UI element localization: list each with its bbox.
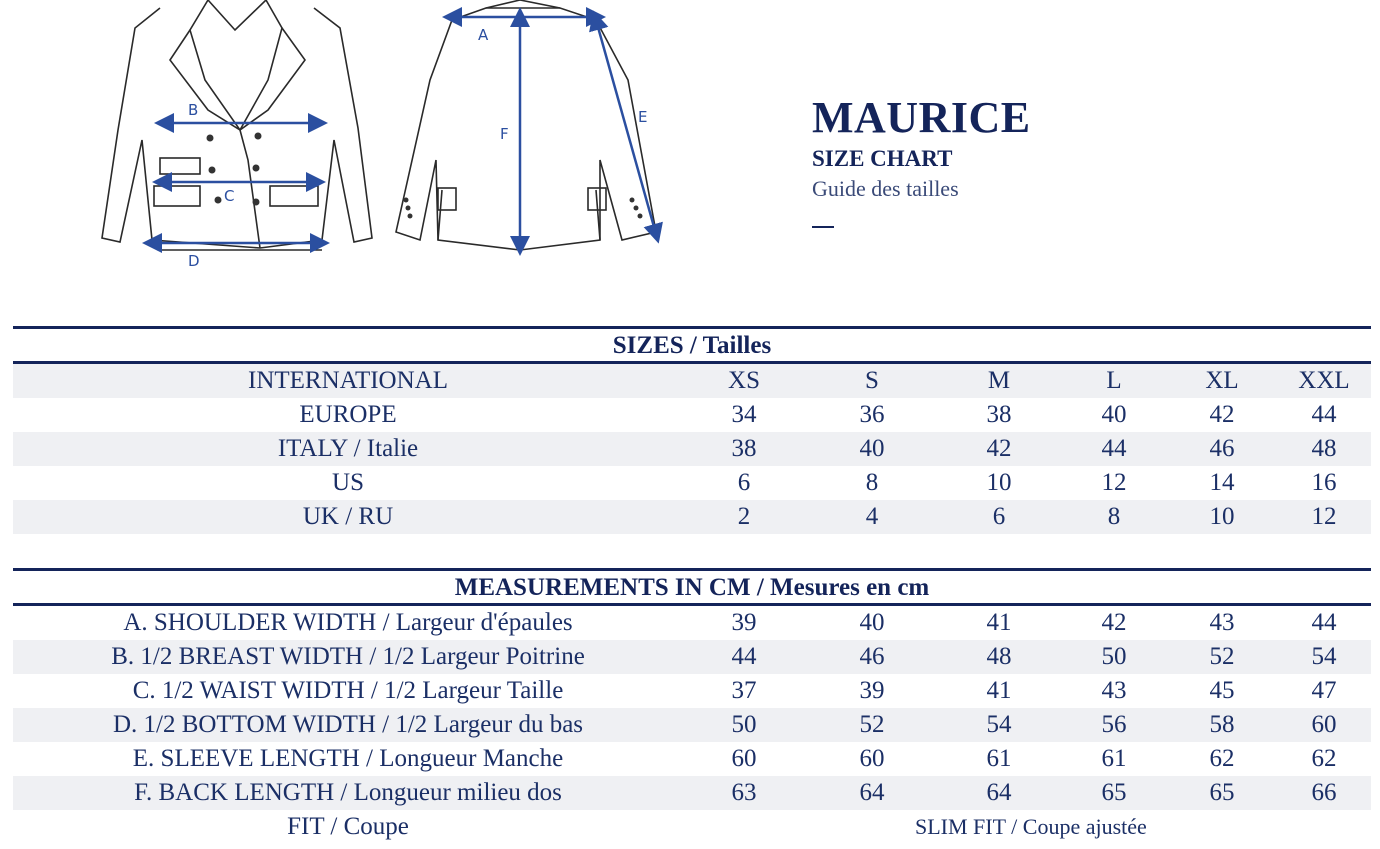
cell: 50: [731, 711, 757, 738]
fit-row: [13, 810, 1371, 844]
front-view: [102, 0, 372, 250]
cell: 40: [859, 435, 885, 462]
cell: 65: [1101, 779, 1127, 806]
cell: 42: [1209, 401, 1235, 428]
table-row: [13, 606, 1371, 640]
brand-name: MAURICE: [812, 93, 1031, 142]
cell: 42: [1101, 609, 1127, 636]
table-row: [13, 466, 1371, 500]
cell: 8: [865, 469, 879, 496]
cell: 44: [1101, 435, 1127, 462]
cell: XL: [1205, 367, 1239, 394]
cell: 64: [986, 779, 1012, 806]
cell: 48: [986, 643, 1012, 670]
row-label: B. 1/2 BREAST WIDTH / 1/2 Largeur Poitrine: [111, 643, 585, 670]
cell: 61: [986, 745, 1012, 772]
cell: 4: [865, 503, 879, 530]
row-label: ITALY / Italie: [277, 435, 419, 462]
cell: 12: [1101, 469, 1127, 496]
cell: 60: [1311, 711, 1337, 738]
label-f: F: [500, 125, 509, 143]
table-row: [13, 776, 1371, 810]
row-label: F. BACK LENGTH / Longueur milieu dos: [134, 779, 562, 806]
jacket-illustration: [90, 0, 680, 280]
cell: 66: [1311, 779, 1337, 806]
cell: 46: [859, 643, 885, 670]
cell: 62: [1311, 745, 1337, 772]
size-chart-title-fr: Guide des tailles: [812, 176, 959, 201]
cell: 60: [731, 745, 757, 772]
cell: 34: [731, 401, 757, 428]
cell: 41: [986, 677, 1012, 704]
label-c: C: [224, 187, 235, 205]
cell: 12: [1311, 503, 1337, 530]
cell: 37: [731, 677, 757, 704]
cell: 42: [986, 435, 1012, 462]
row-label: A. SHOULDER WIDTH / Largeur d'épaules: [123, 609, 573, 636]
label-a: A: [478, 26, 489, 44]
table-row: [13, 500, 1371, 534]
row-label: E. SLEEVE LENGTH / Longueur Manche: [132, 745, 564, 772]
cell: 36: [859, 401, 885, 428]
fit-label: FIT / Coupe: [287, 813, 409, 840]
back-view: [396, 0, 656, 250]
cell: 65: [1209, 779, 1235, 806]
cell: 14: [1209, 469, 1235, 496]
cell: 56: [1101, 711, 1127, 738]
cell: L: [1106, 367, 1122, 394]
size-chart-title: SIZE CHART: [812, 146, 953, 171]
cell: 62: [1209, 745, 1235, 772]
row-label: INTERNATIONAL: [248, 367, 448, 394]
cell: 52: [1209, 643, 1235, 670]
cell: 45: [1209, 677, 1235, 704]
label-b: B: [188, 101, 199, 119]
cell: M: [987, 367, 1011, 394]
jacket-drawing: [90, 0, 680, 280]
table-row: [13, 674, 1371, 708]
brand-dash-divider: [812, 226, 834, 228]
cell: 40: [859, 609, 885, 636]
cell: 64: [859, 779, 885, 806]
row-label: US: [332, 469, 364, 496]
cell: 38: [731, 435, 757, 462]
row-label: C. 1/2 WAIST WIDTH / 1/2 Largeur Taille: [132, 677, 564, 704]
cell: 48: [1311, 435, 1337, 462]
measurements-table: [13, 568, 1371, 844]
cell: 2: [737, 503, 751, 530]
cell: 39: [859, 677, 885, 704]
brand-block: [812, 92, 1031, 228]
cell: 54: [986, 711, 1012, 738]
cell: 6: [992, 503, 1006, 530]
cell: 44: [1311, 401, 1337, 428]
sizes-table-title: SIZES / Tailles: [612, 332, 772, 359]
table-row: [13, 432, 1371, 466]
cell: 58: [1209, 711, 1235, 738]
cell: S: [865, 367, 879, 394]
label-e: E: [638, 108, 648, 126]
cell: 39: [731, 609, 757, 636]
table-row: [13, 398, 1371, 432]
row-label: D. 1/2 BOTTOM WIDTH / 1/2 Largeur du bas: [112, 711, 584, 738]
cell: 41: [986, 609, 1012, 636]
row-label: EUROPE: [299, 401, 397, 428]
cell: XS: [728, 367, 760, 394]
table-row: [13, 708, 1371, 742]
row-label: UK / RU: [302, 503, 394, 530]
cell: 40: [1101, 401, 1127, 428]
cell: 8: [1107, 503, 1121, 530]
measurements-table-title: MEASUREMENTS IN CM / Mesures en cm: [454, 574, 930, 601]
cell: 38: [986, 401, 1012, 428]
cell: 60: [859, 745, 885, 772]
fit-value: SLIM FIT / Coupe ajustée: [915, 814, 1147, 839]
table-row: [13, 742, 1371, 776]
cell: 6: [737, 469, 751, 496]
cell: 10: [1209, 503, 1235, 530]
sizes-table: [13, 326, 1371, 534]
table-row: [13, 640, 1371, 674]
cell: 44: [1311, 609, 1337, 636]
cell: 63: [731, 779, 757, 806]
cell: XXL: [1298, 367, 1350, 394]
cell: 54: [1311, 643, 1337, 670]
cell: 43: [1209, 609, 1235, 636]
cell: 44: [731, 643, 757, 670]
cell: 10: [986, 469, 1012, 496]
cell: 16: [1311, 469, 1337, 496]
cell: 52: [859, 711, 885, 738]
cell: 61: [1101, 745, 1127, 772]
label-d: D: [188, 252, 200, 270]
table-row: [13, 364, 1371, 398]
cell: 43: [1101, 677, 1127, 704]
cell: 46: [1209, 435, 1235, 462]
cell: 50: [1101, 643, 1127, 670]
cell: 47: [1311, 677, 1337, 704]
